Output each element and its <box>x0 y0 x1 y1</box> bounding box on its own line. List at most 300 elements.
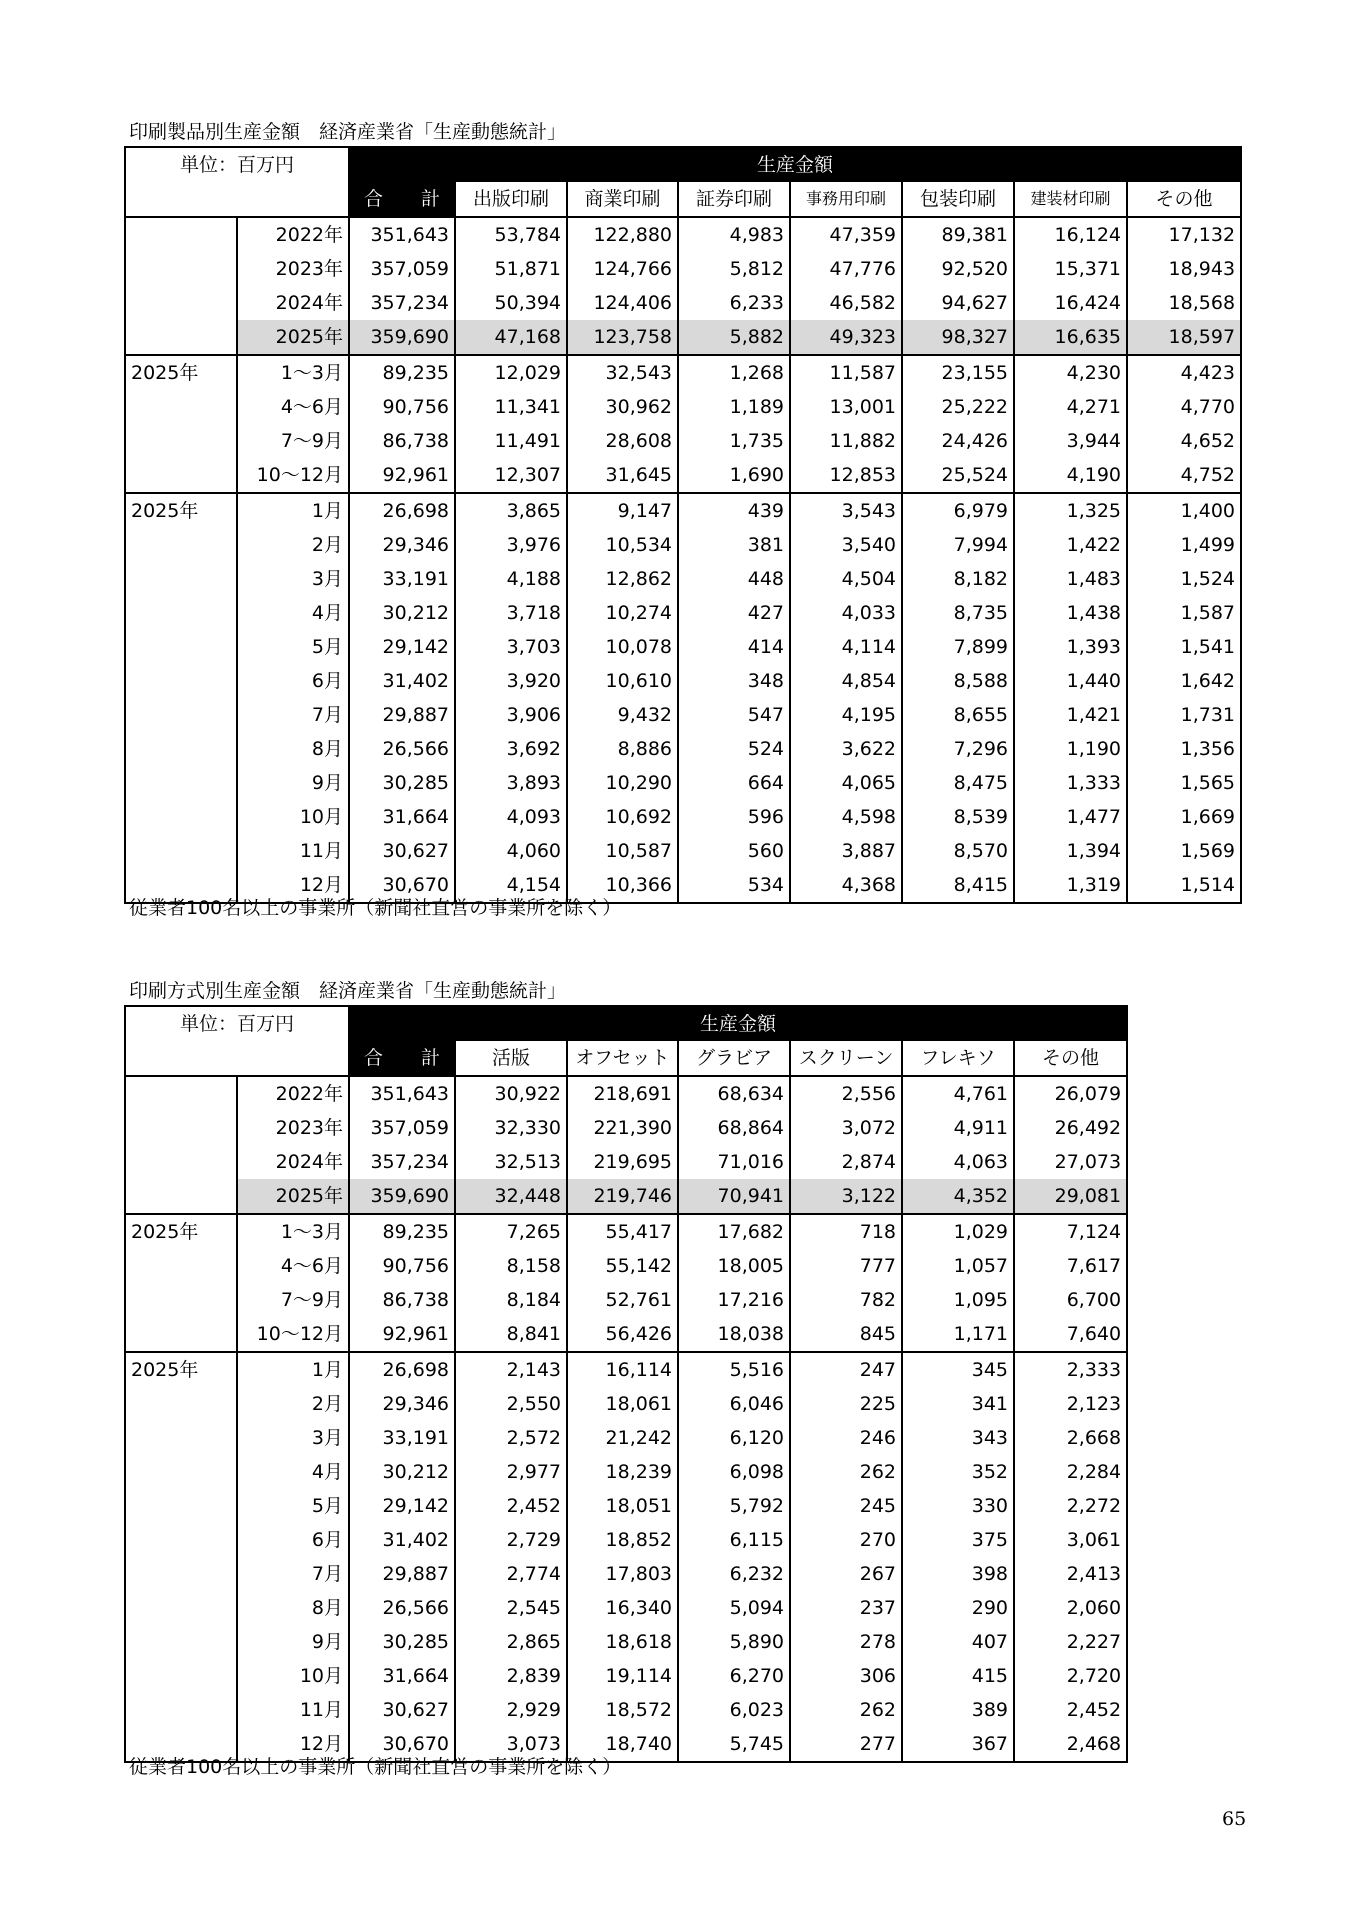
table-cell: 49,323 <box>790 320 902 355</box>
table-cell: 278 <box>790 1625 902 1659</box>
table-cell: 8,539 <box>902 800 1014 834</box>
table-row <box>125 1076 1127 1111</box>
table-cell: 32,513 <box>455 1145 567 1179</box>
table-cell: 86,738 <box>349 1283 455 1317</box>
table-cell: 1,499 <box>1127 528 1241 562</box>
table-cell: 596 <box>678 800 790 834</box>
table-cell: 11,587 <box>790 355 902 390</box>
table-cell: 351,643 <box>349 217 455 252</box>
table-cell: 534 <box>678 868 790 903</box>
column-header: フレキソ <box>902 1041 1014 1076</box>
table-cell: 92,961 <box>349 458 455 493</box>
table-cell: 7,265 <box>455 1214 567 1249</box>
row-label: 2024年 <box>237 1145 349 1179</box>
table-cell: 4,033 <box>790 596 902 630</box>
table-row <box>125 1693 1127 1727</box>
table-cell: 1,642 <box>1127 664 1241 698</box>
table-row <box>125 1179 1127 1214</box>
table-cell: 415 <box>902 1659 1014 1693</box>
table-cell: 122,880 <box>567 217 678 252</box>
table-cell: 7,296 <box>902 732 1014 766</box>
unit-label: 単位：百万円 <box>125 1006 349 1076</box>
table-cell: 90,756 <box>349 390 455 424</box>
column-header: 出版印刷 <box>455 182 567 217</box>
table-cell: 359,690 <box>349 320 455 355</box>
table-cell: 86,738 <box>349 424 455 458</box>
row-label: 1～3月 <box>237 355 349 390</box>
table-cell: 718 <box>790 1214 902 1249</box>
table-cell: 4,652 <box>1127 424 1241 458</box>
table-cell: 9,432 <box>567 698 678 732</box>
row-label: 7月 <box>237 1557 349 1591</box>
table-cell: 55,417 <box>567 1214 678 1249</box>
table-cell: 219,695 <box>567 1145 678 1179</box>
table-cell: 4,114 <box>790 630 902 664</box>
table-cell: 10,534 <box>567 528 678 562</box>
table-cell: 3,893 <box>455 766 567 800</box>
table-cell: 26,698 <box>349 493 455 528</box>
table-cell: 6,098 <box>678 1455 790 1489</box>
table-cell: 3,072 <box>790 1111 902 1145</box>
table-cell: 8,475 <box>902 766 1014 800</box>
table-cell: 16,635 <box>1014 320 1127 355</box>
table-title: 印刷方式別生産金額 経済産業省「生産動態統計」 <box>129 980 567 1002</box>
table-cell: 1,171 <box>902 1317 1014 1352</box>
table-cell: 12,853 <box>790 458 902 493</box>
table-cell: 25,524 <box>902 458 1014 493</box>
table-cell: 30,285 <box>349 766 455 800</box>
table-cell: 2,468 <box>1014 1727 1127 1762</box>
table-cell: 357,059 <box>349 1111 455 1145</box>
table-cell: 6,700 <box>1014 1283 1127 1317</box>
table-row <box>125 320 1241 355</box>
table-row <box>125 1659 1127 1693</box>
table-cell: 2,545 <box>455 1591 567 1625</box>
table-cell: 123,758 <box>567 320 678 355</box>
column-header: その他 <box>1014 1041 1127 1076</box>
row-label: 2025年 <box>237 320 349 355</box>
table-cell: 7,617 <box>1014 1249 1127 1283</box>
table-cell: 1,541 <box>1127 630 1241 664</box>
row-label: 9月 <box>237 766 349 800</box>
table-row <box>125 1283 1127 1317</box>
table-cell: 18,051 <box>567 1489 678 1523</box>
table-cell: 6,120 <box>678 1421 790 1455</box>
table-cell: 30,212 <box>349 1455 455 1489</box>
table-row <box>125 528 1241 562</box>
table-cell: 124,766 <box>567 252 678 286</box>
column-header: 証券印刷 <box>678 182 790 217</box>
table-cell: 30,962 <box>567 390 678 424</box>
table-row <box>125 1387 1127 1421</box>
table-cell: 1,356 <box>1127 732 1241 766</box>
table-cell: 777 <box>790 1249 902 1283</box>
table-cell: 1,189 <box>678 390 790 424</box>
table-cell: 5,516 <box>678 1352 790 1387</box>
table-cell: 4,752 <box>1127 458 1241 493</box>
column-header: 商業印刷 <box>567 182 678 217</box>
table-cell: 31,664 <box>349 800 455 834</box>
table-cell: 98,327 <box>902 320 1014 355</box>
table-body <box>125 1006 1127 1762</box>
table-cell: 782 <box>790 1283 902 1317</box>
table-cell: 29,142 <box>349 1489 455 1523</box>
table-cell: 1,483 <box>1014 562 1127 596</box>
table-cell: 6,233 <box>678 286 790 320</box>
table-cell: 1,569 <box>1127 834 1241 868</box>
table-cell: 4,190 <box>1014 458 1127 493</box>
section-year-label: 2025年 <box>125 355 237 493</box>
table-cell: 23,155 <box>902 355 1014 390</box>
row-label: 5月 <box>237 630 349 664</box>
table-cell: 4,230 <box>1014 355 1127 390</box>
table-cell: 7,640 <box>1014 1317 1127 1352</box>
section-year-label: 2025年 <box>125 1352 237 1762</box>
table-cell: 1,394 <box>1014 834 1127 868</box>
table-cell: 30,627 <box>349 1693 455 1727</box>
table-cell: 17,803 <box>567 1557 678 1591</box>
table-cell: 448 <box>678 562 790 596</box>
table-cell: 10,274 <box>567 596 678 630</box>
column-header: 包装印刷 <box>902 182 1014 217</box>
table-cell: 4,271 <box>1014 390 1127 424</box>
section-year-label: 2025年 <box>125 1214 237 1352</box>
table-cell: 16,124 <box>1014 217 1127 252</box>
table-cell: 32,330 <box>455 1111 567 1145</box>
table-cell: 2,413 <box>1014 1557 1127 1591</box>
row-label: 4月 <box>237 1455 349 1489</box>
table-cell: 10,692 <box>567 800 678 834</box>
table-cell: 25,222 <box>902 390 1014 424</box>
table-cell: 359,690 <box>349 1179 455 1214</box>
table-cell: 10,587 <box>567 834 678 868</box>
column-header: オフセット <box>567 1041 678 1076</box>
row-label: 10月 <box>237 800 349 834</box>
table-cell: 33,191 <box>349 1421 455 1455</box>
table-cell: 124,406 <box>567 286 678 320</box>
table-cell: 2,272 <box>1014 1489 1127 1523</box>
table-cell: 2,874 <box>790 1145 902 1179</box>
row-label: 2025年 <box>237 1179 349 1214</box>
table-cell: 3,543 <box>790 493 902 528</box>
table-cell: 68,864 <box>678 1111 790 1145</box>
section-year-label <box>125 217 237 355</box>
table-cell: 31,645 <box>567 458 678 493</box>
table-cell: 2,865 <box>455 1625 567 1659</box>
table-cell: 267 <box>790 1557 902 1591</box>
table-cell: 375 <box>902 1523 1014 1557</box>
table-cell: 11,882 <box>790 424 902 458</box>
table-cell: 5,745 <box>678 1727 790 1762</box>
column-header: 事務用印刷 <box>790 182 902 217</box>
table-cell: 31,402 <box>349 664 455 698</box>
row-label: 12月 <box>237 1727 349 1762</box>
table-cell: 32,448 <box>455 1179 567 1214</box>
table-cell: 5,890 <box>678 1625 790 1659</box>
table-cell: 12,307 <box>455 458 567 493</box>
section-year-label: 2025年 <box>125 493 237 903</box>
table-cell: 4,368 <box>790 868 902 903</box>
table-cell: 47,776 <box>790 252 902 286</box>
table-cell: 8,182 <box>902 562 1014 596</box>
table-row <box>125 390 1241 424</box>
column-header: グラビア <box>678 1041 790 1076</box>
table-cell: 3,122 <box>790 1179 902 1214</box>
column-header: スクリーン <box>790 1041 902 1076</box>
row-label: 7月 <box>237 698 349 732</box>
table-cell: 4,983 <box>678 217 790 252</box>
table-cell: 3,061 <box>1014 1523 1127 1557</box>
table-cell: 8,184 <box>455 1283 567 1317</box>
table-cell: 26,079 <box>1014 1076 1127 1111</box>
table-row <box>125 1455 1127 1489</box>
table-cell: 4,854 <box>790 664 902 698</box>
table-cell: 1,438 <box>1014 596 1127 630</box>
table-cell: 218,691 <box>567 1076 678 1111</box>
table-row <box>125 766 1241 800</box>
table-cell: 225 <box>790 1387 902 1421</box>
table-cell: 3,920 <box>455 664 567 698</box>
row-label: 1～3月 <box>237 1214 349 1249</box>
row-label: 7～9月 <box>237 1283 349 1317</box>
table-cell: 547 <box>678 698 790 732</box>
production-by-product-table <box>124 146 1242 904</box>
table-cell: 21,242 <box>567 1421 678 1455</box>
table-cell: 2,333 <box>1014 1352 1127 1387</box>
table-cell: 29,346 <box>349 1387 455 1421</box>
table-cell: 4,195 <box>790 698 902 732</box>
table-cell: 5,812 <box>678 252 790 286</box>
table-cell: 407 <box>902 1625 1014 1659</box>
table-cell: 6,115 <box>678 1523 790 1557</box>
table-cell: 4,761 <box>902 1076 1014 1111</box>
table-cell: 18,568 <box>1127 286 1241 320</box>
table-cell: 8,588 <box>902 664 1014 698</box>
table-cell: 18,740 <box>567 1727 678 1762</box>
table-cell: 30,212 <box>349 596 455 630</box>
table-cell: 1,477 <box>1014 800 1127 834</box>
row-label: 2023年 <box>237 252 349 286</box>
header-row <box>125 1006 1127 1041</box>
row-label: 2月 <box>237 1387 349 1421</box>
table-cell: 3,976 <box>455 528 567 562</box>
row-label: 10～12月 <box>237 1317 349 1352</box>
table-row <box>125 596 1241 630</box>
group-header: 生産金額 <box>349 1006 1127 1041</box>
table-cell: 1,319 <box>1014 868 1127 903</box>
table-cell: 414 <box>678 630 790 664</box>
table-cell: 15,371 <box>1014 252 1127 286</box>
table-cell: 341 <box>902 1387 1014 1421</box>
table-cell: 1,095 <box>902 1283 1014 1317</box>
table-cell: 12,862 <box>567 562 678 596</box>
table-cell: 8,415 <box>902 868 1014 903</box>
table-cell: 30,670 <box>349 1727 455 1762</box>
table-cell: 306 <box>790 1659 902 1693</box>
table-cell: 11,491 <box>455 424 567 458</box>
unit-label: 単位：百万円 <box>125 147 349 217</box>
table-cell: 1,422 <box>1014 528 1127 562</box>
table-cell: 439 <box>678 493 790 528</box>
table-cell: 2,556 <box>790 1076 902 1111</box>
table-cell: 262 <box>790 1693 902 1727</box>
table-cell: 18,597 <box>1127 320 1241 355</box>
table-cell: 16,114 <box>567 1352 678 1387</box>
table-cell: 30,922 <box>455 1076 567 1111</box>
table-cell: 3,692 <box>455 732 567 766</box>
table-cell: 4,060 <box>455 834 567 868</box>
table-cell: 247 <box>790 1352 902 1387</box>
table-cell: 2,929 <box>455 1693 567 1727</box>
row-label: 10～12月 <box>237 458 349 493</box>
table-cell: 1,057 <box>902 1249 1014 1283</box>
table-cell: 24,426 <box>902 424 1014 458</box>
table-row <box>125 1421 1127 1455</box>
table-cell: 18,943 <box>1127 252 1241 286</box>
table-row <box>125 1249 1127 1283</box>
table-row <box>125 458 1241 493</box>
table-cell: 8,735 <box>902 596 1014 630</box>
table-cell: 1,333 <box>1014 766 1127 800</box>
row-label: 6月 <box>237 664 349 698</box>
table-row <box>125 1352 1127 1387</box>
table-cell: 221,390 <box>567 1111 678 1145</box>
table-cell: 1,565 <box>1127 766 1241 800</box>
table-cell: 68,634 <box>678 1076 790 1111</box>
table-cell: 8,886 <box>567 732 678 766</box>
table-cell: 8,570 <box>902 834 1014 868</box>
table-cell: 4,154 <box>455 868 567 903</box>
table-cell: 90,756 <box>349 1249 455 1283</box>
table-row <box>125 286 1241 320</box>
table-cell: 398 <box>902 1557 1014 1591</box>
table-cell: 1,393 <box>1014 630 1127 664</box>
table-cell: 7,994 <box>902 528 1014 562</box>
table-cell: 8,655 <box>902 698 1014 732</box>
row-label: 4～6月 <box>237 390 349 424</box>
table-cell: 55,142 <box>567 1249 678 1283</box>
table-cell: 18,572 <box>567 1693 678 1727</box>
table-cell: 18,239 <box>567 1455 678 1489</box>
table-cell: 4,065 <box>790 766 902 800</box>
table-cell: 1,268 <box>678 355 790 390</box>
table-cell: 2,668 <box>1014 1421 1127 1455</box>
table-cell: 89,381 <box>902 217 1014 252</box>
row-label: 7～9月 <box>237 424 349 458</box>
table-row <box>125 664 1241 698</box>
section-year-label <box>125 1076 237 1214</box>
table-cell: 33,191 <box>349 562 455 596</box>
table-cell: 3,703 <box>455 630 567 664</box>
table-cell: 664 <box>678 766 790 800</box>
table-cell: 31,402 <box>349 1523 455 1557</box>
table-row <box>125 1214 1127 1249</box>
table-cell: 6,270 <box>678 1659 790 1693</box>
table-cell: 5,882 <box>678 320 790 355</box>
table-cell: 1,421 <box>1014 698 1127 732</box>
table-cell: 2,977 <box>455 1455 567 1489</box>
row-label: 1月 <box>237 493 349 528</box>
table-cell: 4,598 <box>790 800 902 834</box>
row-label: 11月 <box>237 1693 349 1727</box>
table-cell: 1,524 <box>1127 562 1241 596</box>
row-label: 5月 <box>237 1489 349 1523</box>
table-cell: 51,871 <box>455 252 567 286</box>
row-label: 9月 <box>237 1625 349 1659</box>
table-cell: 345 <box>902 1352 1014 1387</box>
table-cell: 6,232 <box>678 1557 790 1591</box>
column-header: その他 <box>1127 182 1241 217</box>
table-cell: 1,190 <box>1014 732 1127 766</box>
table-cell: 56,426 <box>567 1317 678 1352</box>
table-cell: 1,514 <box>1127 868 1241 903</box>
column-header: 建装材印刷 <box>1014 182 1127 217</box>
table-cell: 1,400 <box>1127 493 1241 528</box>
table-cell: 2,452 <box>1014 1693 1127 1727</box>
table-row <box>125 1557 1127 1591</box>
table-cell: 50,394 <box>455 286 567 320</box>
table-cell: 3,622 <box>790 732 902 766</box>
table-cell: 27,073 <box>1014 1145 1127 1179</box>
table-cell: 1,440 <box>1014 664 1127 698</box>
table-cell: 277 <box>790 1727 902 1762</box>
table-cell: 4,911 <box>902 1111 1014 1145</box>
table-cell: 26,698 <box>349 1352 455 1387</box>
table-cell: 3,718 <box>455 596 567 630</box>
table-cell: 10,610 <box>567 664 678 698</box>
table-row <box>125 424 1241 458</box>
table-row <box>125 217 1241 252</box>
table-row <box>125 800 1241 834</box>
table-cell: 9,147 <box>567 493 678 528</box>
table-cell: 4,093 <box>455 800 567 834</box>
table-cell: 18,852 <box>567 1523 678 1557</box>
group-header: 生産金額 <box>349 147 1241 182</box>
row-label: 8月 <box>237 732 349 766</box>
table-cell: 19,114 <box>567 1659 678 1693</box>
table-row <box>125 1523 1127 1557</box>
table-cell: 16,424 <box>1014 286 1127 320</box>
table-cell: 17,132 <box>1127 217 1241 252</box>
table-row <box>125 1317 1127 1352</box>
table-row <box>125 1111 1127 1145</box>
table-title: 印刷製品別生産金額 経済産業省「生産動態統計」 <box>129 121 567 143</box>
table-cell: 16,340 <box>567 1591 678 1625</box>
table-cell: 46,582 <box>790 286 902 320</box>
table-cell: 71,016 <box>678 1145 790 1179</box>
table-cell: 17,216 <box>678 1283 790 1317</box>
page-number: 65 <box>1222 1808 1247 1830</box>
table-cell: 2,143 <box>455 1352 567 1387</box>
table-cell: 3,540 <box>790 528 902 562</box>
table-cell: 18,038 <box>678 1317 790 1352</box>
table-row <box>125 1489 1127 1523</box>
table-cell: 26,566 <box>349 732 455 766</box>
table-cell: 357,234 <box>349 286 455 320</box>
table-cell: 2,720 <box>1014 1659 1127 1693</box>
table-cell: 357,234 <box>349 1145 455 1179</box>
table-cell: 18,618 <box>567 1625 678 1659</box>
row-label: 12月 <box>237 868 349 903</box>
table-cell: 92,961 <box>349 1317 455 1352</box>
table-cell: 10,290 <box>567 766 678 800</box>
table-row <box>125 630 1241 664</box>
table-cell: 2,284 <box>1014 1455 1127 1489</box>
table-cell: 10,078 <box>567 630 678 664</box>
table-cell: 290 <box>902 1591 1014 1625</box>
row-label: 2024年 <box>237 286 349 320</box>
table-cell: 330 <box>902 1489 1014 1523</box>
